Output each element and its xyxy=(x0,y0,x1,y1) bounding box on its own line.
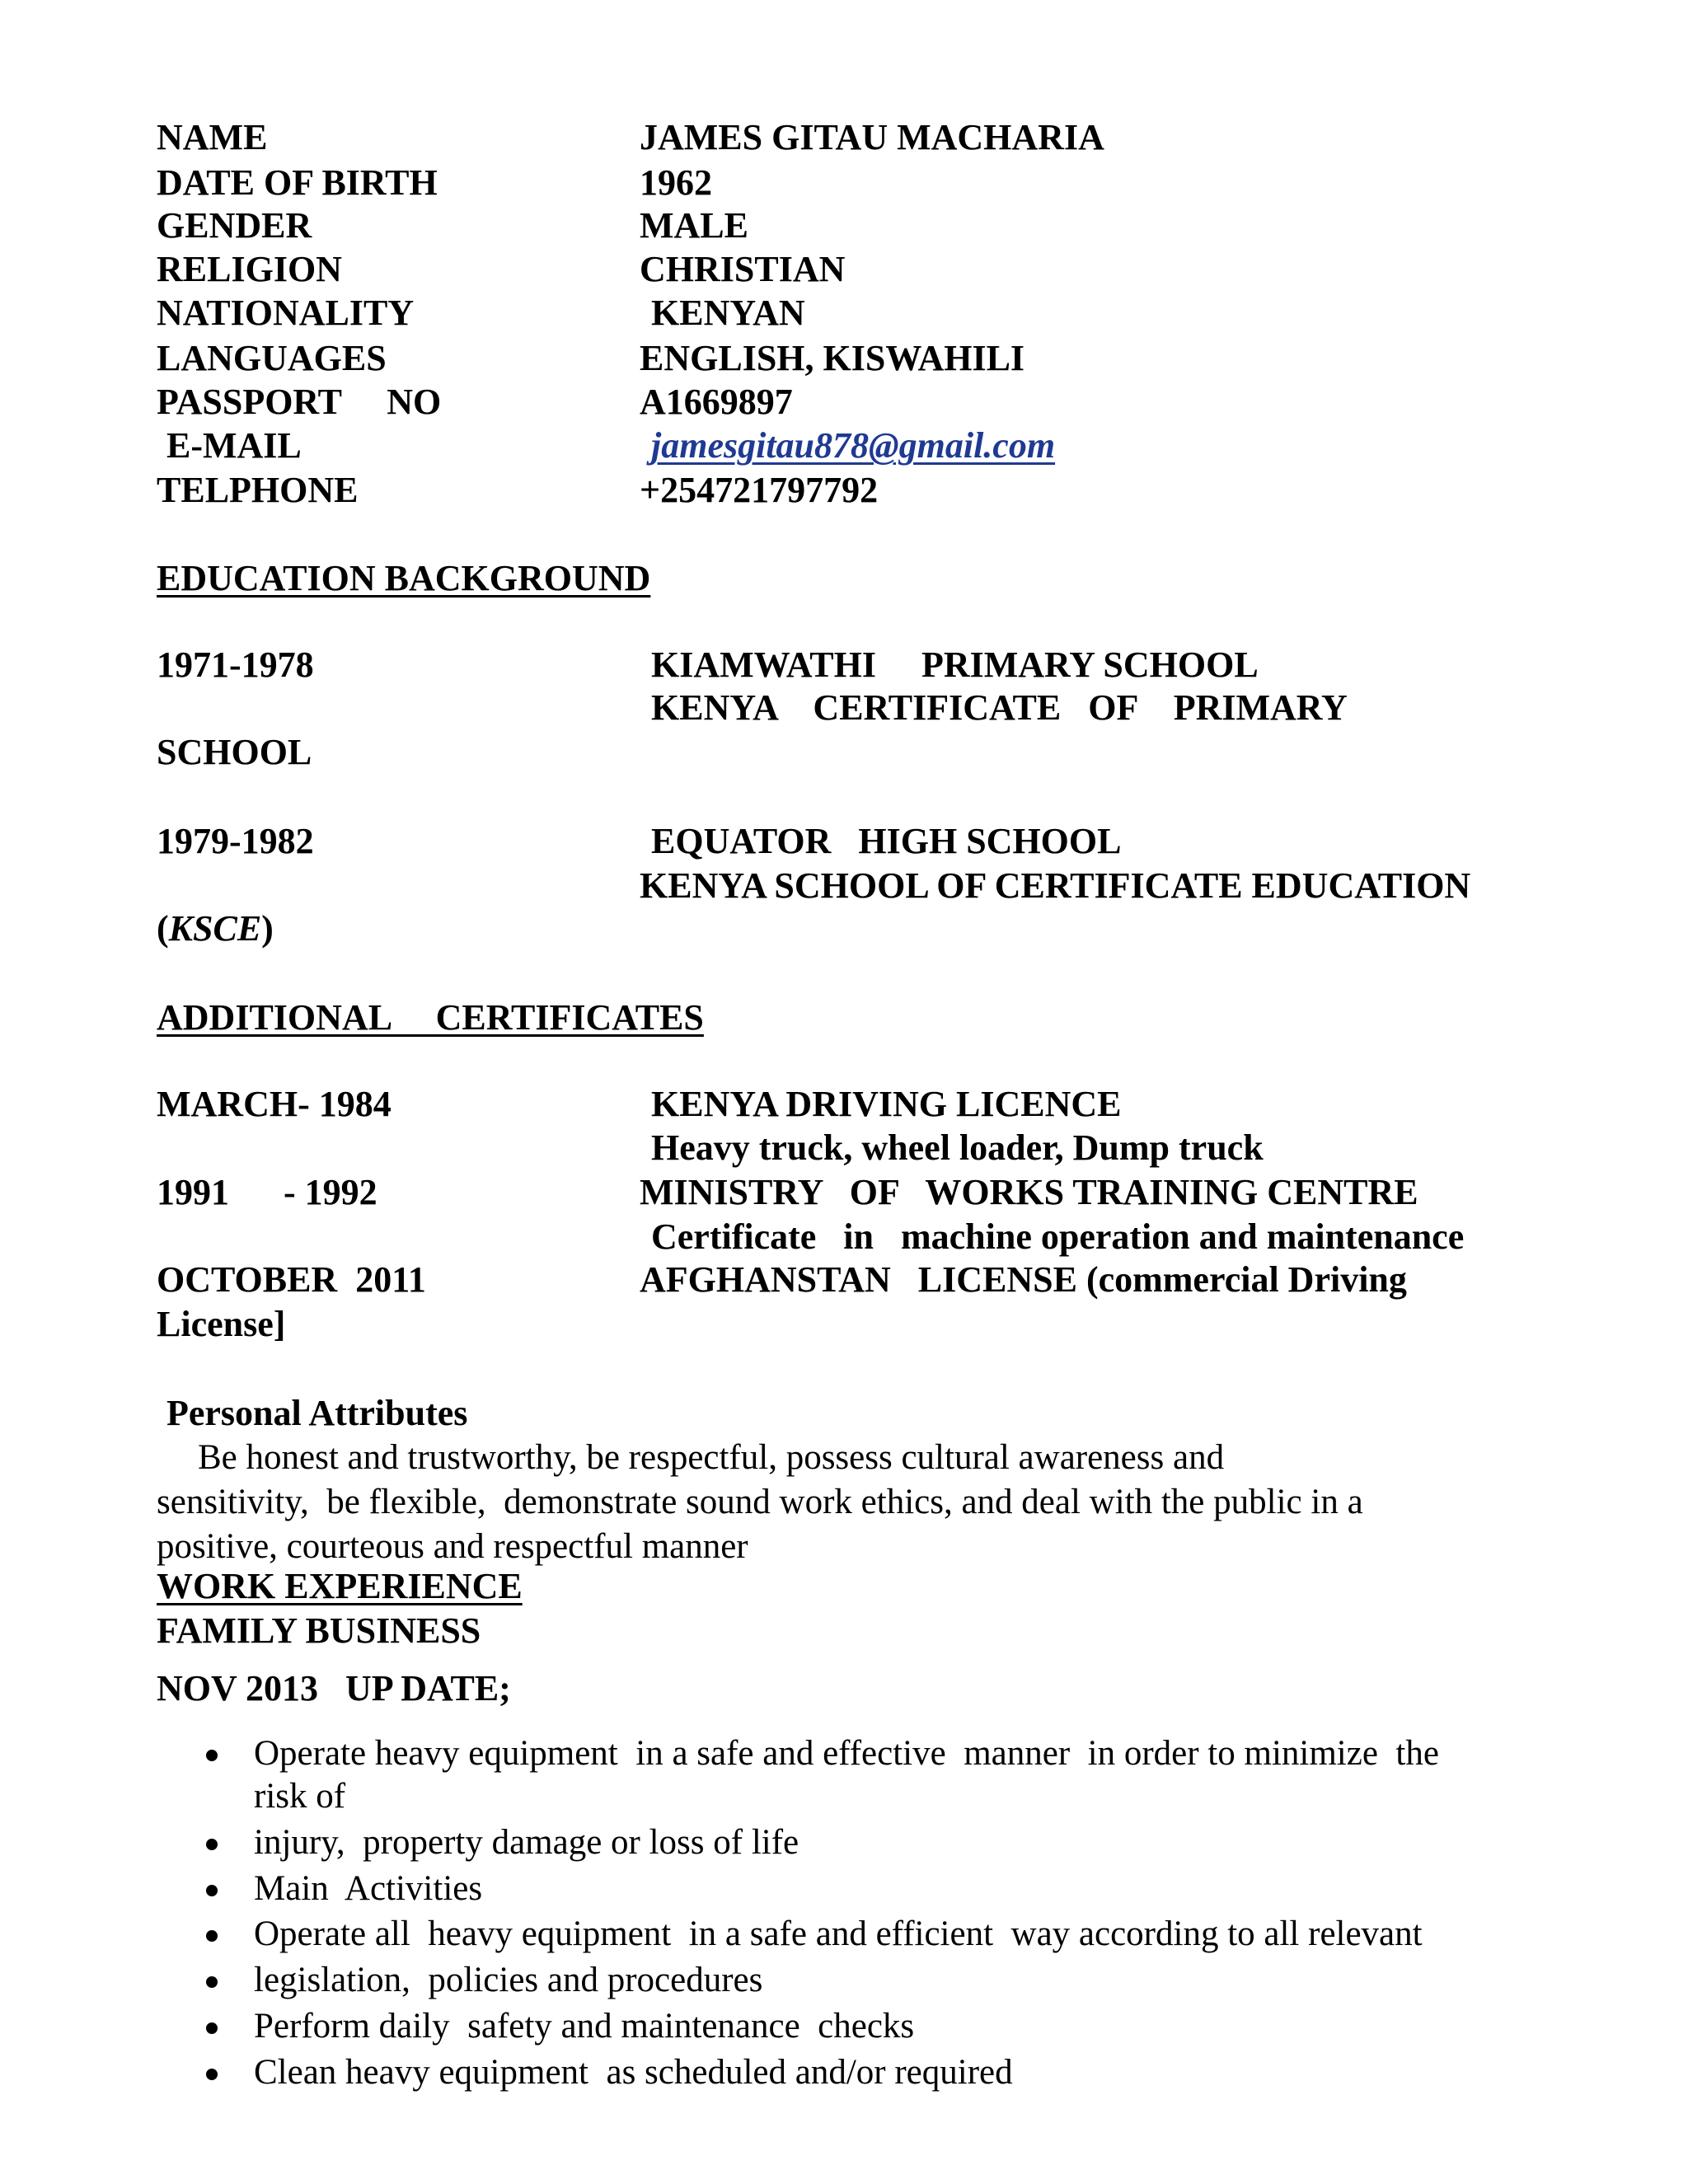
education-years-2: 1979-1982 xyxy=(157,821,314,861)
name-value: JAMES GITAU MACHARIA xyxy=(640,117,1104,157)
attributes-text-line-1: Be honest and trustworthy, be respectful, possess cultural awareness and xyxy=(198,1438,1225,1477)
email-label: E-MAIL xyxy=(166,425,302,466)
gender-label: GENDER xyxy=(157,205,312,246)
certificate-title-2: MINISTRY OF WORKS TRAINING CENTRE xyxy=(640,1172,1418,1212)
phone-label: TELPHONE xyxy=(157,470,359,510)
work-duty-4: Operate all heavy equipment in a safe and efficient way according to all relevant xyxy=(254,1915,1423,1953)
education-heading: EDUCATION BACKGROUND xyxy=(157,558,651,598)
attributes-text-line-2: sensitivity, be flexible, demonstrate sound work ethics, and deal with the public in a xyxy=(157,1483,1363,1521)
education-certificate-1-cont: SCHOOL xyxy=(157,732,312,772)
name-label: NAME xyxy=(157,117,268,157)
work-duty-5: legislation, policies and procedures xyxy=(254,1961,763,1999)
certificates-heading: ADDITIONAL CERTIFICATES xyxy=(157,997,704,1038)
education-certificate-2-cont xyxy=(157,907,274,951)
ksce-abbr: KSCE xyxy=(168,908,262,949)
education-years-1: 1971-1978 xyxy=(157,644,314,685)
nationality-label: NATIONALITY xyxy=(157,293,415,333)
certificate-title-1: KENYA DRIVING LICENCE xyxy=(651,1084,1122,1124)
dob-label: DATE OF BIRTH xyxy=(157,162,438,203)
work-heading: WORK EXPERIENCE xyxy=(157,1566,523,1606)
nationality-value: KENYAN xyxy=(651,293,805,333)
paren-close: ) xyxy=(261,908,274,949)
paren-open: ( xyxy=(157,908,169,949)
bullet-icon xyxy=(206,1976,218,1988)
work-duty-1-cont: risk of xyxy=(254,1777,346,1816)
bullet-icon xyxy=(206,1750,218,1761)
work-duty-7: Clean heavy equipment as scheduled and/or required xyxy=(254,2053,1013,2092)
religion-value: CHRISTIAN xyxy=(640,249,846,289)
work-duty-2: injury, property damage or loss of life xyxy=(254,1823,799,1862)
education-school-2: EQUATOR HIGH SCHOOL xyxy=(651,821,1122,861)
bullet-icon xyxy=(206,2069,218,2080)
certificate-detail-1: Heavy truck, wheel loader, Dump truck xyxy=(651,1127,1264,1168)
certificate-title-3-cont: License] xyxy=(157,1304,286,1344)
education-school-1: KIAMWATHI PRIMARY SCHOOL xyxy=(651,644,1259,685)
work-duty-3: Main Activities xyxy=(254,1869,483,1908)
languages-value: ENGLISH, KISWAHILI xyxy=(640,338,1025,378)
email-link[interactable]: jamesgitau878@gmail.com xyxy=(651,425,1056,466)
passport-value: A1669897 xyxy=(640,382,793,422)
work-period: NOV 2013 UP DATE; xyxy=(157,1668,511,1708)
passport-label: PASSPORT NO xyxy=(157,382,442,422)
work-duty-6: Perform daily safety and maintenance checks xyxy=(254,2007,915,2046)
bullet-icon xyxy=(206,1885,218,1896)
attributes-heading: Personal Attributes xyxy=(166,1393,468,1433)
languages-label: LANGUAGES xyxy=(157,338,387,378)
certificate-title-3: AFGHANSTAN LICENSE (commercial Driving xyxy=(640,1259,1407,1300)
bullet-icon xyxy=(206,2022,218,2034)
work-duty-1: Operate heavy equipment in a safe and effective manner in order to minimize the xyxy=(254,1734,1439,1773)
certificate-detail-2: Certificate in machine operation and maintenance xyxy=(651,1216,1465,1257)
phone-value: +254721797792 xyxy=(640,470,879,510)
attributes-text-line-3: positive, courteous and respectful manner xyxy=(157,1527,748,1566)
gender-value: MALE xyxy=(640,205,748,246)
bullet-icon xyxy=(206,1839,218,1850)
bullet-icon xyxy=(206,1930,218,1942)
certificate-date-2: 1991 - 1992 xyxy=(157,1172,377,1212)
certificate-date-3: OCTOBER 2011 xyxy=(157,1259,426,1300)
dob-value: 1962 xyxy=(640,162,712,203)
education-certificate-1: KENYA CERTIFICATE OF PRIMARY xyxy=(651,687,1348,728)
certificate-date-1: MARCH- 1984 xyxy=(157,1084,392,1124)
education-certificate-2: KENYA SCHOOL OF CERTIFICATE EDUCATION xyxy=(640,865,1471,906)
religion-label: RELIGION xyxy=(157,249,342,289)
work-employer: FAMILY BUSINESS xyxy=(157,1610,481,1651)
